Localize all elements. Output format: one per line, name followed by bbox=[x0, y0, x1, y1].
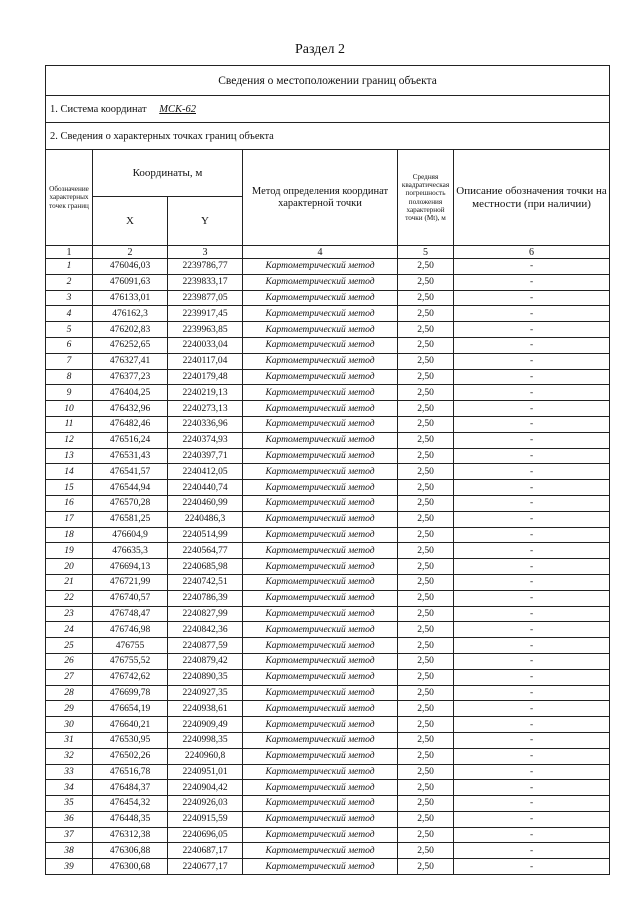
table-row bbox=[46, 574, 610, 590]
method-cell: Картометрический метод bbox=[243, 322, 398, 338]
error-cell: 2,50 bbox=[398, 464, 454, 480]
description-cell: - bbox=[454, 796, 610, 812]
point-number: 8 bbox=[46, 369, 93, 385]
point-number: 12 bbox=[46, 432, 93, 448]
point-number: 31 bbox=[46, 732, 93, 748]
coord-x: 476046,03 bbox=[93, 259, 168, 275]
point-number: 20 bbox=[46, 559, 93, 575]
table-row bbox=[46, 290, 610, 306]
column-number: 3 bbox=[168, 246, 243, 259]
table-row bbox=[46, 559, 610, 575]
description-cell: - bbox=[454, 432, 610, 448]
coord-x: 476654,19 bbox=[93, 701, 168, 717]
error-cell: 2,50 bbox=[398, 606, 454, 622]
description-cell: - bbox=[454, 480, 610, 496]
coord-x: 476377,23 bbox=[93, 369, 168, 385]
coord-y: 2240879,42 bbox=[168, 653, 243, 669]
description-cell: - bbox=[454, 369, 610, 385]
column-number: 6 bbox=[454, 246, 610, 259]
coord-y: 2239786,77 bbox=[168, 259, 243, 275]
error-cell: 2,50 bbox=[398, 748, 454, 764]
coord-y: 2240687,17 bbox=[168, 843, 243, 859]
coord-y: 2240117,04 bbox=[168, 353, 243, 369]
description-cell: - bbox=[454, 717, 610, 733]
point-number: 39 bbox=[46, 859, 93, 875]
point-number: 26 bbox=[46, 653, 93, 669]
description-cell: - bbox=[454, 322, 610, 338]
coord-y: 2240786,39 bbox=[168, 590, 243, 606]
description-cell: - bbox=[454, 732, 610, 748]
header-coordinates: Координаты, м bbox=[93, 150, 243, 197]
error-cell: 2,50 bbox=[398, 495, 454, 511]
description-cell: - bbox=[454, 843, 610, 859]
error-cell: 2,50 bbox=[398, 638, 454, 654]
method-cell: Картометрический метод bbox=[243, 638, 398, 654]
column-number: 4 bbox=[243, 246, 398, 259]
coord-x: 476454,32 bbox=[93, 796, 168, 812]
header-method: Метод определения координат характерной точки bbox=[243, 150, 398, 246]
error-cell: 2,50 bbox=[398, 859, 454, 875]
coord-y: 2239963,85 bbox=[168, 322, 243, 338]
table-row bbox=[46, 306, 610, 322]
coord-y: 2240685,98 bbox=[168, 559, 243, 575]
table-row bbox=[46, 843, 610, 859]
table-row bbox=[46, 495, 610, 511]
coord-x: 476694,13 bbox=[93, 559, 168, 575]
coord-x: 476516,78 bbox=[93, 764, 168, 780]
description-cell: - bbox=[454, 495, 610, 511]
method-cell: Картометрический метод bbox=[243, 653, 398, 669]
error-cell: 2,50 bbox=[398, 290, 454, 306]
coord-y: 2240842,36 bbox=[168, 622, 243, 638]
coord-x: 476635,3 bbox=[93, 543, 168, 559]
coord-x: 476133,01 bbox=[93, 290, 168, 306]
description-cell: - bbox=[454, 653, 610, 669]
method-cell: Картометрический метод bbox=[243, 432, 398, 448]
error-cell: 2,50 bbox=[398, 401, 454, 417]
error-cell: 2,50 bbox=[398, 543, 454, 559]
method-cell: Картометрический метод bbox=[243, 511, 398, 527]
coord-y: 2240486,3 bbox=[168, 511, 243, 527]
coord-y: 2240938,61 bbox=[168, 701, 243, 717]
coord-y: 2239917,45 bbox=[168, 306, 243, 322]
description-cell: - bbox=[454, 306, 610, 322]
method-cell: Картометрический метод bbox=[243, 274, 398, 290]
description-cell: - bbox=[454, 827, 610, 843]
description-cell: - bbox=[454, 764, 610, 780]
table-row bbox=[46, 748, 610, 764]
table-row bbox=[46, 259, 610, 275]
error-cell: 2,50 bbox=[398, 780, 454, 796]
coord-x: 476306,88 bbox=[93, 843, 168, 859]
method-cell: Картометрический метод bbox=[243, 717, 398, 733]
point-number: 15 bbox=[46, 480, 93, 496]
header-x: X bbox=[93, 197, 168, 246]
coord-y: 2240951,01 bbox=[168, 764, 243, 780]
coord-x: 476746,98 bbox=[93, 622, 168, 638]
description-cell: - bbox=[454, 385, 610, 401]
error-cell: 2,50 bbox=[398, 480, 454, 496]
description-cell: - bbox=[454, 859, 610, 875]
coord-x: 476432,96 bbox=[93, 401, 168, 417]
coord-x: 476530,95 bbox=[93, 732, 168, 748]
table-row bbox=[46, 590, 610, 606]
table-row bbox=[46, 796, 610, 812]
error-cell: 2,50 bbox=[398, 559, 454, 575]
coord-y: 2240926,03 bbox=[168, 796, 243, 812]
point-number: 14 bbox=[46, 464, 93, 480]
table-row bbox=[46, 480, 610, 496]
table-row bbox=[46, 401, 610, 417]
description-cell: - bbox=[454, 811, 610, 827]
coord-y: 2240909,49 bbox=[168, 717, 243, 733]
description-cell: - bbox=[454, 259, 610, 275]
error-cell: 2,50 bbox=[398, 448, 454, 464]
coord-x: 476091,63 bbox=[93, 274, 168, 290]
coord-y: 2240033,04 bbox=[168, 337, 243, 353]
column-number: 1 bbox=[46, 246, 93, 259]
method-cell: Картометрический метод bbox=[243, 811, 398, 827]
point-number: 4 bbox=[46, 306, 93, 322]
table-row bbox=[46, 811, 610, 827]
error-cell: 2,50 bbox=[398, 574, 454, 590]
header-y: Y bbox=[168, 197, 243, 246]
point-number: 16 bbox=[46, 495, 93, 511]
coord-x: 476516,24 bbox=[93, 432, 168, 448]
method-cell: Картометрический метод bbox=[243, 401, 398, 417]
point-number: 27 bbox=[46, 669, 93, 685]
description-cell: - bbox=[454, 669, 610, 685]
method-cell: Картометрический метод bbox=[243, 764, 398, 780]
coord-y: 2240374,93 bbox=[168, 432, 243, 448]
coord-y: 2240412,05 bbox=[168, 464, 243, 480]
coord-y: 2240336,96 bbox=[168, 416, 243, 432]
coord-y: 2240397,71 bbox=[168, 448, 243, 464]
error-cell: 2,50 bbox=[398, 717, 454, 733]
table-row bbox=[46, 353, 610, 369]
table-row bbox=[46, 369, 610, 385]
description-cell: - bbox=[454, 416, 610, 432]
coord-x: 476699,78 bbox=[93, 685, 168, 701]
coord-y: 2240696,05 bbox=[168, 827, 243, 843]
description-cell: - bbox=[454, 748, 610, 764]
method-cell: Картометрический метод bbox=[243, 448, 398, 464]
coord-x: 476162,3 bbox=[93, 306, 168, 322]
point-number: 34 bbox=[46, 780, 93, 796]
coord-y: 2240440,74 bbox=[168, 480, 243, 496]
description-cell: - bbox=[454, 337, 610, 353]
table-row bbox=[46, 432, 610, 448]
coord-system-value: МСК-62 bbox=[159, 103, 196, 115]
point-number: 18 bbox=[46, 527, 93, 543]
table-row bbox=[46, 701, 610, 717]
description-cell: - bbox=[454, 606, 610, 622]
coord-y: 2240219,13 bbox=[168, 385, 243, 401]
method-cell: Картометрический метод bbox=[243, 559, 398, 575]
description-cell: - bbox=[454, 701, 610, 717]
coord-y: 2240514,99 bbox=[168, 527, 243, 543]
error-cell: 2,50 bbox=[398, 827, 454, 843]
coord-y: 2240927,35 bbox=[168, 685, 243, 701]
coord-x: 476544,94 bbox=[93, 480, 168, 496]
error-cell: 2,50 bbox=[398, 432, 454, 448]
point-number: 24 bbox=[46, 622, 93, 638]
error-cell: 2,50 bbox=[398, 669, 454, 685]
coord-system-row bbox=[46, 96, 610, 123]
table-row bbox=[46, 764, 610, 780]
table-row bbox=[46, 669, 610, 685]
coord-x: 476202,83 bbox=[93, 322, 168, 338]
coord-y: 2240179,48 bbox=[168, 369, 243, 385]
header-designation: Обозначение характерных точек границ bbox=[46, 150, 93, 246]
method-cell: Картометрический метод bbox=[243, 590, 398, 606]
point-number: 36 bbox=[46, 811, 93, 827]
coord-y: 2239877,05 bbox=[168, 290, 243, 306]
error-cell: 2,50 bbox=[398, 259, 454, 275]
coord-y: 2240827,99 bbox=[168, 606, 243, 622]
error-cell: 2,50 bbox=[398, 590, 454, 606]
coord-x: 476570,28 bbox=[93, 495, 168, 511]
point-number: 25 bbox=[46, 638, 93, 654]
error-cell: 2,50 bbox=[398, 274, 454, 290]
coord-x: 476640,21 bbox=[93, 717, 168, 733]
description-cell: - bbox=[454, 401, 610, 417]
column-numbers-row bbox=[46, 246, 610, 259]
point-number: 23 bbox=[46, 606, 93, 622]
coord-x: 476604,9 bbox=[93, 527, 168, 543]
table-row bbox=[46, 464, 610, 480]
coord-y: 2240890,35 bbox=[168, 669, 243, 685]
method-cell: Картометрический метод bbox=[243, 353, 398, 369]
method-cell: Картометрический метод bbox=[243, 369, 398, 385]
point-number: 37 bbox=[46, 827, 93, 843]
table-row bbox=[46, 511, 610, 527]
coord-x: 476755 bbox=[93, 638, 168, 654]
method-cell: Картометрический метод bbox=[243, 495, 398, 511]
point-number: 30 bbox=[46, 717, 93, 733]
method-cell: Картометрический метод bbox=[243, 259, 398, 275]
description-cell: - bbox=[454, 511, 610, 527]
coord-y: 2240677,17 bbox=[168, 859, 243, 875]
point-number: 5 bbox=[46, 322, 93, 338]
error-cell: 2,50 bbox=[398, 527, 454, 543]
coord-y: 2240904,42 bbox=[168, 780, 243, 796]
description-cell: - bbox=[454, 274, 610, 290]
error-cell: 2,50 bbox=[398, 337, 454, 353]
coord-x: 476300,68 bbox=[93, 859, 168, 875]
point-number: 9 bbox=[46, 385, 93, 401]
method-cell: Картометрический метод bbox=[243, 685, 398, 701]
coord-x: 476748,47 bbox=[93, 606, 168, 622]
coord-y: 2240998,35 bbox=[168, 732, 243, 748]
point-number: 33 bbox=[46, 764, 93, 780]
method-cell: Картометрический метод bbox=[243, 859, 398, 875]
table-row bbox=[46, 717, 610, 733]
boundary-points-table bbox=[45, 65, 610, 875]
table-row bbox=[46, 827, 610, 843]
error-cell: 2,50 bbox=[398, 369, 454, 385]
method-cell: Картометрический метод bbox=[243, 669, 398, 685]
table-row bbox=[46, 622, 610, 638]
table-row bbox=[46, 337, 610, 353]
point-number: 1 bbox=[46, 259, 93, 275]
coord-y: 2240915,59 bbox=[168, 811, 243, 827]
description-cell: - bbox=[454, 574, 610, 590]
description-cell: - bbox=[454, 527, 610, 543]
method-cell: Картометрический метод bbox=[243, 574, 398, 590]
error-cell: 2,50 bbox=[398, 811, 454, 827]
coord-x: 476327,41 bbox=[93, 353, 168, 369]
coord-x: 476482,46 bbox=[93, 416, 168, 432]
point-number: 3 bbox=[46, 290, 93, 306]
point-number: 13 bbox=[46, 448, 93, 464]
coord-x: 476581,25 bbox=[93, 511, 168, 527]
point-number: 6 bbox=[46, 337, 93, 353]
table-row bbox=[46, 653, 610, 669]
description-cell: - bbox=[454, 464, 610, 480]
method-cell: Картометрический метод bbox=[243, 306, 398, 322]
point-number: 7 bbox=[46, 353, 93, 369]
method-cell: Картометрический метод bbox=[243, 748, 398, 764]
error-cell: 2,50 bbox=[398, 322, 454, 338]
point-number: 21 bbox=[46, 574, 93, 590]
table-row bbox=[46, 527, 610, 543]
method-cell: Картометрический метод bbox=[243, 480, 398, 496]
method-cell: Картометрический метод bbox=[243, 732, 398, 748]
error-cell: 2,50 bbox=[398, 701, 454, 717]
point-number: 17 bbox=[46, 511, 93, 527]
method-cell: Картометрический метод bbox=[243, 622, 398, 638]
description-cell: - bbox=[454, 543, 610, 559]
coord-y: 2240877,59 bbox=[168, 638, 243, 654]
error-cell: 2,50 bbox=[398, 653, 454, 669]
point-number: 22 bbox=[46, 590, 93, 606]
coord-y: 2240273,13 bbox=[168, 401, 243, 417]
description-cell: - bbox=[454, 638, 610, 654]
table-row bbox=[46, 606, 610, 622]
point-number: 38 bbox=[46, 843, 93, 859]
point-number: 29 bbox=[46, 701, 93, 717]
coord-x: 476502,26 bbox=[93, 748, 168, 764]
coord-x: 476404,25 bbox=[93, 385, 168, 401]
coord-x: 476541,57 bbox=[93, 464, 168, 480]
column-number: 5 bbox=[398, 246, 454, 259]
table-row bbox=[46, 732, 610, 748]
error-cell: 2,50 bbox=[398, 306, 454, 322]
description-cell: - bbox=[454, 353, 610, 369]
coord-y: 2240960,8 bbox=[168, 748, 243, 764]
description-cell: - bbox=[454, 590, 610, 606]
coord-x: 476721,99 bbox=[93, 574, 168, 590]
error-cell: 2,50 bbox=[398, 416, 454, 432]
method-cell: Картометрический метод bbox=[243, 780, 398, 796]
point-number: 35 bbox=[46, 796, 93, 812]
description-cell: - bbox=[454, 448, 610, 464]
point-number: 28 bbox=[46, 685, 93, 701]
method-cell: Картометрический метод bbox=[243, 796, 398, 812]
coord-y: 2239833,17 bbox=[168, 274, 243, 290]
coord-x: 476740,57 bbox=[93, 590, 168, 606]
error-cell: 2,50 bbox=[398, 764, 454, 780]
method-cell: Картометрический метод bbox=[243, 290, 398, 306]
coord-x: 476312,38 bbox=[93, 827, 168, 843]
method-cell: Картометрический метод bbox=[243, 543, 398, 559]
description-cell: - bbox=[454, 622, 610, 638]
coord-x: 476531,43 bbox=[93, 448, 168, 464]
table-row bbox=[46, 448, 610, 464]
table-title: Сведения о местоположении границ объекта bbox=[46, 66, 610, 96]
error-cell: 2,50 bbox=[398, 843, 454, 859]
table-row bbox=[46, 780, 610, 796]
coord-y: 2240564,77 bbox=[168, 543, 243, 559]
point-number: 32 bbox=[46, 748, 93, 764]
table-row bbox=[46, 685, 610, 701]
error-cell: 2,50 bbox=[398, 385, 454, 401]
table-row bbox=[46, 322, 610, 338]
method-cell: Картометрический метод bbox=[243, 464, 398, 480]
coord-x: 476484,37 bbox=[93, 780, 168, 796]
description-cell: - bbox=[454, 559, 610, 575]
error-cell: 2,50 bbox=[398, 796, 454, 812]
error-cell: 2,50 bbox=[398, 353, 454, 369]
table-row bbox=[46, 638, 610, 654]
error-cell: 2,50 bbox=[398, 511, 454, 527]
coord-system-label: 1. Система координат bbox=[50, 103, 147, 115]
header-description: Описание обозначения точки на местности (при наличии) bbox=[454, 150, 610, 246]
method-cell: Картометрический метод bbox=[243, 827, 398, 843]
method-cell: Картометрический метод bbox=[243, 337, 398, 353]
coord-y: 2240460,99 bbox=[168, 495, 243, 511]
method-cell: Картометрический метод bbox=[243, 527, 398, 543]
coord-x: 476742,62 bbox=[93, 669, 168, 685]
error-cell: 2,50 bbox=[398, 685, 454, 701]
point-number: 10 bbox=[46, 401, 93, 417]
coord-x: 476755,52 bbox=[93, 653, 168, 669]
method-cell: Картометрический метод bbox=[243, 416, 398, 432]
method-cell: Картометрический метод bbox=[243, 385, 398, 401]
error-cell: 2,50 bbox=[398, 732, 454, 748]
coord-x: 476252,65 bbox=[93, 337, 168, 353]
table-row bbox=[46, 543, 610, 559]
method-cell: Картометрический метод bbox=[243, 843, 398, 859]
points-section-title: 2. Сведения о характерных точках границ объекта bbox=[46, 123, 610, 150]
table-row bbox=[46, 385, 610, 401]
table-row bbox=[46, 859, 610, 875]
method-cell: Картометрический метод bbox=[243, 606, 398, 622]
coord-x: 476448,35 bbox=[93, 811, 168, 827]
header-error: Средняя квадратическая погрешность положения характерной точки (Mt), м bbox=[398, 150, 454, 246]
coord-y: 2240742,51 bbox=[168, 574, 243, 590]
point-number: 19 bbox=[46, 543, 93, 559]
point-number: 2 bbox=[46, 274, 93, 290]
error-cell: 2,50 bbox=[398, 622, 454, 638]
description-cell: - bbox=[454, 780, 610, 796]
point-number: 11 bbox=[46, 416, 93, 432]
method-cell: Картометрический метод bbox=[243, 701, 398, 717]
column-number: 2 bbox=[93, 246, 168, 259]
description-cell: - bbox=[454, 685, 610, 701]
table-row bbox=[46, 416, 610, 432]
description-cell: - bbox=[454, 290, 610, 306]
section-title: Раздел 2 bbox=[294, 42, 346, 57]
table-row bbox=[46, 274, 610, 290]
